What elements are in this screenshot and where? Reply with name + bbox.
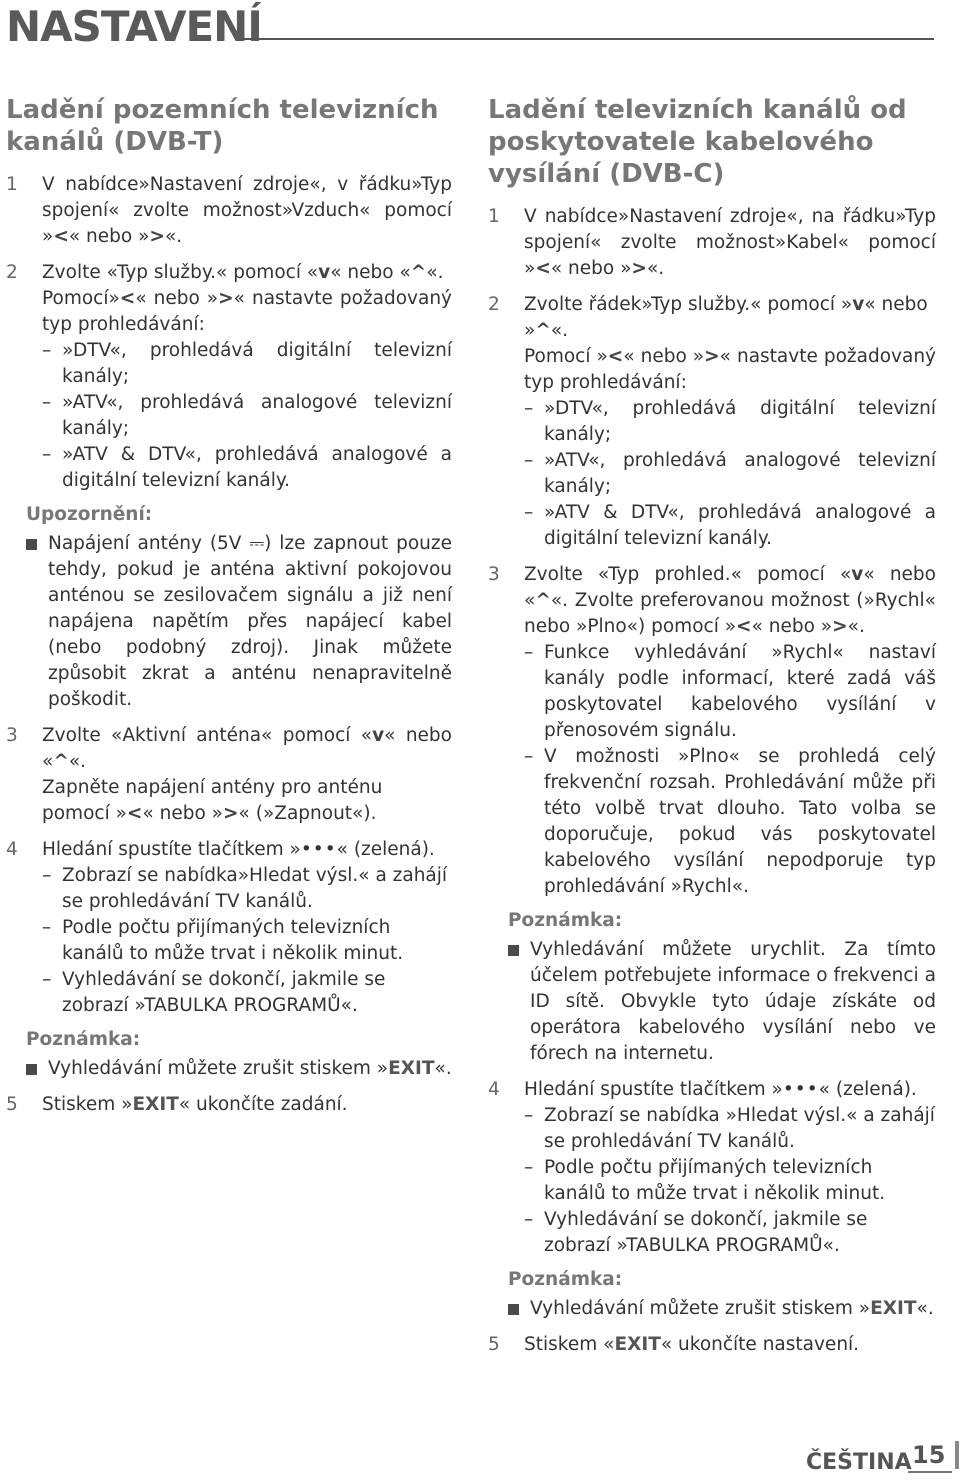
arrow-up-icon: ^ <box>53 751 69 772</box>
step-number: 3 <box>6 725 18 746</box>
note-item: Vyhledávání můžete zrušit stiskem »EXIT«. <box>26 1056 452 1082</box>
exit-key-label: EXIT <box>614 1334 661 1355</box>
dash-item: – »ATV«, prohledává analogové televizní kanály; <box>42 392 452 439</box>
step-number: 3 <box>488 564 500 585</box>
note-item: Vyhledávání můžete urychlit. Za tímto účelem potřebujete informace o frekvenci a ID sítě. Obvykle tyto údaje získáte od operátora kabelového vysílání nebo ve fórech na internetu. <box>508 937 936 1067</box>
exit-key-label: EXIT <box>870 1298 917 1319</box>
footer-rule <box>908 1471 952 1473</box>
warning-item: Napájení antény (5V ⎓) lze zapnout pouze tehdy, pokud je anténa aktivní pokojovou anténou se zesilovačem signálu a již není napájena napětím přes napájecí kabel (nebo podobný zdroj). Jinak můžete způsobit zkrat a anténu nenapravitelně poškodit. <box>26 531 452 713</box>
note-heading: Poznámka: <box>508 910 623 931</box>
exit-key-label: EXIT <box>132 1094 179 1115</box>
dash-item: – »ATV«, prohledává analogové televizní kanály; <box>524 450 936 497</box>
note-heading: Poznámka: <box>508 1269 623 1290</box>
right-column <box>488 94 936 1368</box>
step-1: 1 V nabídce»Nastavení zdroje«, na řádku»Typ spojení« zvolte možnost»Kabel« pomocí »<« nebo »>«. <box>488 206 936 279</box>
bullet-square-icon <box>26 1064 37 1075</box>
bullet-square-icon <box>508 1304 519 1315</box>
step-3: 3 Zvolte «Typ prohled.« pomocí «v« nebo «^«. Zvolte preferovanou možnost (»Rychl« nebo »Plno«) pomocí »<« nebo »>«. – Funkce vyhledávání »Rychl« nastaví kanály podle informací, které zadá váš poskytovatel kabelového vysílání v přenosovém signálu. – V možnosti »Plno« se prohledá celý frekvenční rozsah. Prohledávání může při této volbě trvat dlouho. Tato volba se doporučuje, pokud vás poskytovatel kabelového vysílání nepodporuje typ prohledávání »Rychl«. <box>488 562 936 900</box>
arrow-up-icon: ^ <box>535 320 551 341</box>
arrow-right-icon: > <box>223 803 239 824</box>
dash-item: – »DTV«, prohledává digitální televizní kanály; <box>524 398 936 445</box>
dash-item: – »ATV & DTV«, prohledává analogové a digitální televizní kanály. <box>42 444 452 491</box>
arrow-left-icon: < <box>607 346 624 367</box>
arrow-right-icon: > <box>631 258 647 279</box>
arrow-left-icon: < <box>53 226 69 247</box>
arrow-left-icon: < <box>126 803 143 824</box>
dash-item: – Podle počtu přijímaných televizních kanálů to může trvat i několik minut. <box>524 1157 886 1204</box>
dash-item: – Funkce vyhledávání »Rychl« nastaví kanály podle informací, které zadá váš poskytovatel kabelového vysílání v přenosovém signálu. <box>524 642 936 741</box>
left-column <box>6 94 452 1128</box>
arrow-left-icon: < <box>535 258 551 279</box>
step-number: 2 <box>488 294 500 315</box>
arrow-right-icon: > <box>832 616 848 637</box>
arrow-down-icon: v <box>372 725 385 746</box>
step-number: 2 <box>6 262 18 283</box>
page-number: 15 <box>912 1441 959 1469</box>
footer-language: ČEŠTINA <box>806 1450 912 1475</box>
section-heading-dvbc: Ladění televizních kanálů od poskytovatele kabelového vysílání (DVB-C) <box>488 95 907 189</box>
step-4: 4 Hledání spustíte tlačítkem »•••« (zelená). – Zobrazí se nabídka»Hledat výsl.« a zahájí se prohledávání TV kanálů. – Podle počtu přijímaných televizních kanálů to může trvat i několik minut. – Vyhledávání se dokončí, jakmile se zobrazí »TABULKA PROGRAMŮ«. <box>6 837 452 1019</box>
bullet-square-icon <box>508 945 519 956</box>
step-number: 5 <box>488 1334 500 1355</box>
arrow-down-icon: v <box>852 294 865 315</box>
title-rule <box>242 38 934 40</box>
step-1: 1 V nabídce»Nastavení zdroje«, v řádku»Typ spojení« zvolte možnost»Vzduch« pomocí »<« nebo »>«. <box>6 174 452 247</box>
dash-item: – Zobrazí se nabídka»Hledat výsl.« a zahájí se prohledávání TV kanálů. <box>42 865 448 912</box>
warning-heading: Upozornění: <box>26 504 153 525</box>
step-5: 5 Stiskem «EXIT« ukončíte nastavení. <box>488 1332 936 1358</box>
note-item: Vyhledávání můžete zrušit stiskem »EXIT«. <box>508 1296 936 1322</box>
dash-item: – »ATV & DTV«, prohledává analogové a digitální televizní kanály. <box>524 502 936 549</box>
arrow-left-icon: < <box>119 288 136 309</box>
step-3: 3 Zvolte «Aktivní anténa« pomocí «v« nebo «^«. Zapněte napájení antény pro anténu pomocí »<« nebo »>« (»Zapnout«). <box>6 725 452 824</box>
section-heading-dvbt: Ladění pozemních televizních kanálů (DVB-T) <box>6 95 439 157</box>
arrow-right-icon: > <box>149 226 165 247</box>
exit-key-label: EXIT <box>388 1058 435 1079</box>
step-number: 4 <box>488 1079 500 1100</box>
arrow-right-icon: > <box>218 288 234 309</box>
step-number: 4 <box>6 839 18 860</box>
page-title: NASTAVENÍ <box>6 2 262 51</box>
green-button-icon: ••• <box>300 839 337 860</box>
step-4: 4 Hledání spustíte tlačítkem »•••« (zelená). – Zobrazí se nabídka »Hledat výsl.« a zahájí se prohledávání TV kanálů. – Podle počtu přijímaných televizních kanálů to může trvat i několik minut. – Vyhledávání se dokončí, jakmile se zobrazí »TABULKA PROGRAMŮ«. <box>488 1077 936 1259</box>
step-number: 1 <box>488 206 500 227</box>
dash-item: – Podle počtu přijímaných televizních kanálů to může trvat i několik minut. <box>42 917 404 964</box>
dash-item: – »DTV«, prohledává digitální televizní kanály; <box>42 340 452 387</box>
step-5: 5 Stiskem »EXIT« ukončíte zadání. <box>6 1092 452 1118</box>
dash-item: – Vyhledávání se dokončí, jakmile se zobrazí »TABULKA PROGRAMŮ«. <box>524 1209 868 1256</box>
dash-item: – Vyhledávání se dokončí, jakmile se zobrazí »TABULKA PROGRAMŮ«. <box>42 969 386 1016</box>
note-heading: Poznámka: <box>26 1029 141 1050</box>
step-number: 1 <box>6 174 18 195</box>
dash-item: – V možnosti »Plno« se prohledá celý frekvenční rozsah. Prohledávání může při této volbě trvat dlouho. Tato volba se doporučuje, pokud vás poskytovatel kabelového vysílání nepodporuje typ prohledávání »Rychl«. <box>524 746 936 897</box>
green-button-icon: ••• <box>782 1079 819 1100</box>
arrow-right-icon: > <box>704 346 720 367</box>
arrow-down-icon: v <box>318 262 331 283</box>
step-number: 5 <box>6 1094 18 1115</box>
arrow-up-icon: ^ <box>535 590 551 611</box>
bullet-square-icon <box>26 539 37 550</box>
dash-item: – Zobrazí se nabídka »Hledat výsl.« a zahájí se prohledávání TV kanálů. <box>524 1105 935 1152</box>
arrow-down-icon: v <box>851 564 864 585</box>
step-2: 2 Zvolte «Typ služby.« pomocí «v« nebo «^«. Pomocí»<« nebo »>« nastavte požadovaný typ prohledávání: – »DTV«, prohledává digitální televizní kanály; – »ATV«, prohledává analogové televizní kanály; – »ATV & DTV«, prohledává analogové a digitální televizní kanály. <box>6 260 452 494</box>
step-2: 2 Zvolte řádek»Typ služby.« pomocí »v« nebo »^«. Pomocí »<« nebo »>« nastavte požadovaný typ prohledávání: – »DTV«, prohledává digitální televizní kanály; – »ATV«, prohledává analogové televizní kanály; – »ATV & DTV«, prohledává analogové a digitální televizní kanály. <box>488 292 936 552</box>
arrow-up-icon: ^ <box>410 262 427 283</box>
arrow-left-icon: < <box>736 616 752 637</box>
